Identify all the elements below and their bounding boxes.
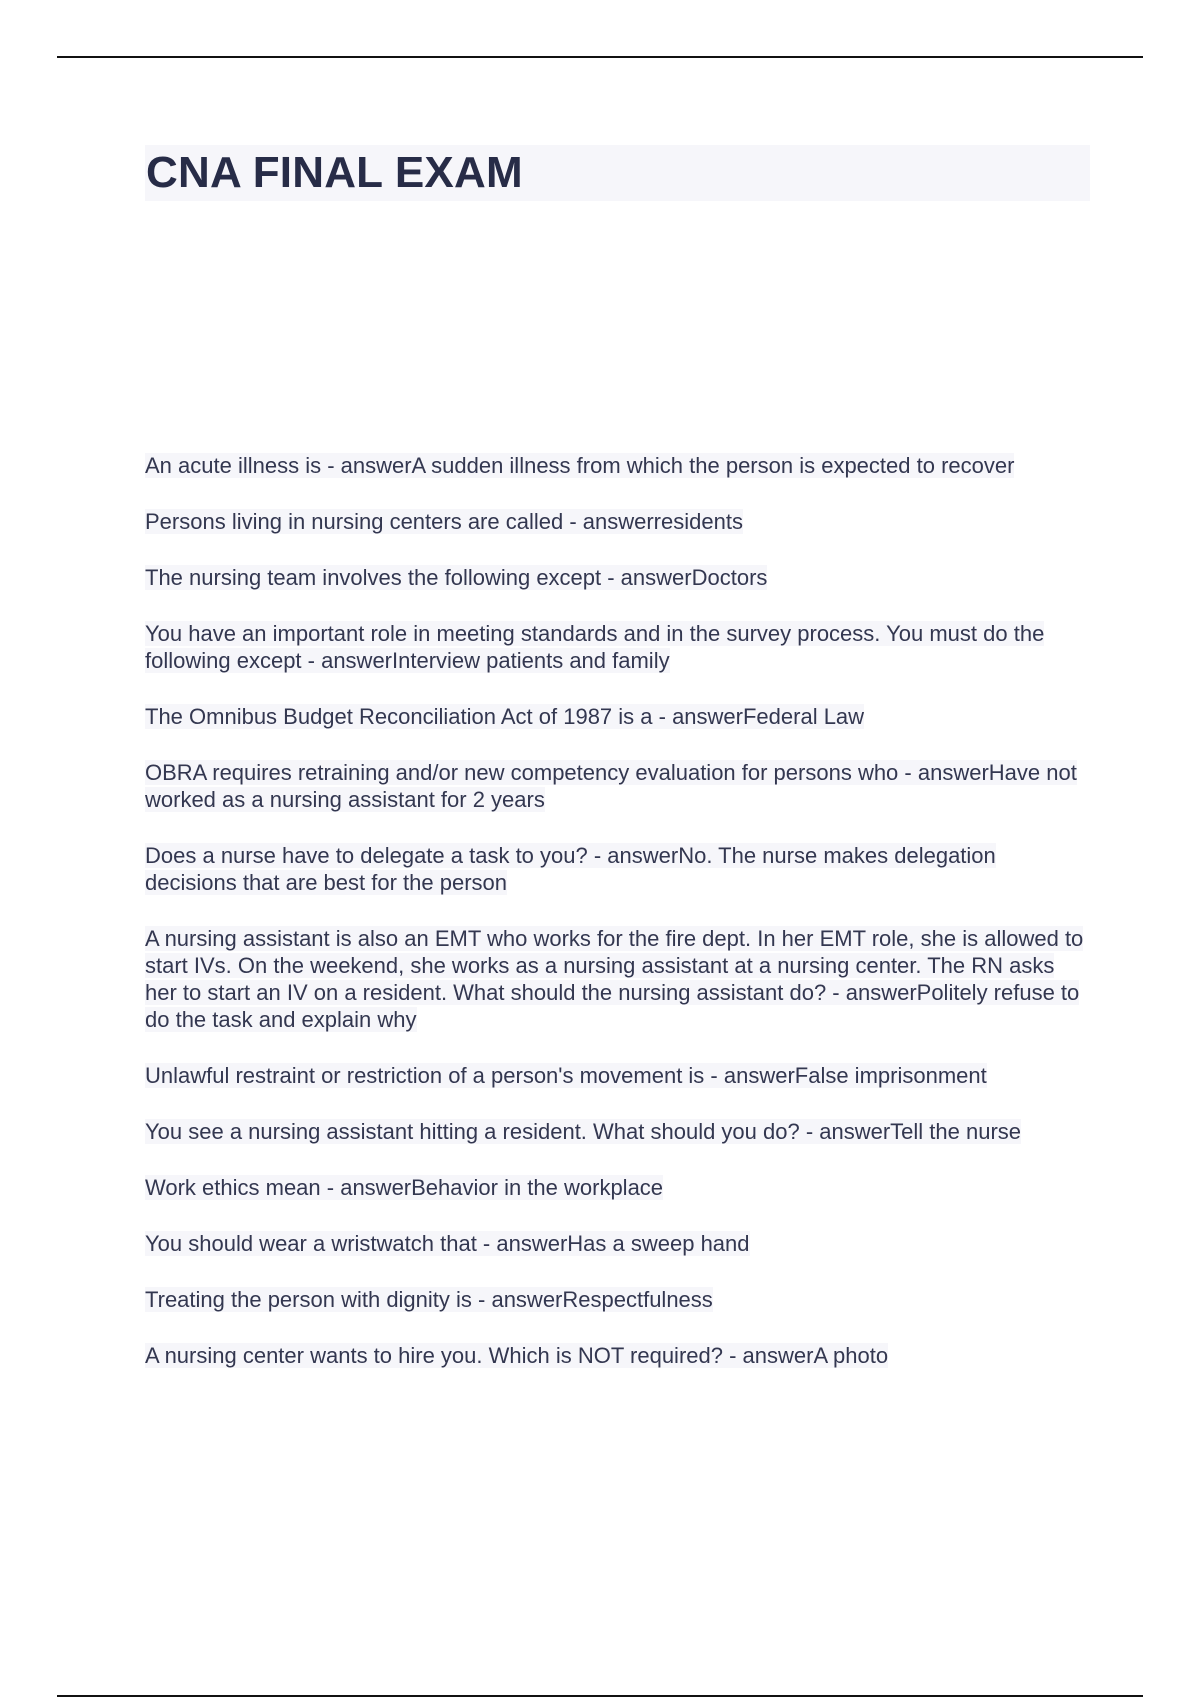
qa-text: You should wear a wristwatch that - answerHas a sweep hand bbox=[145, 1231, 750, 1256]
qa-text: Persons living in nursing centers are called - answerresidents bbox=[145, 509, 743, 534]
qa-text: The nursing team involves the following except - answerDoctors bbox=[145, 565, 768, 590]
qa-item bbox=[145, 703, 1090, 730]
qa-item bbox=[145, 925, 1090, 1033]
qa-item bbox=[145, 1062, 1090, 1089]
qa-item bbox=[145, 759, 1090, 813]
qa-text: A nursing assistant is also an EMT who works for the fire dept. In her EMT role, she is allowed to start IVs. On the weekend, she works as a nursing assistant at a nursing center. The RN asks her to start an IV on a resident. What should the nursing assistant do? - answerPolitely refuse to do the task and explain why bbox=[145, 926, 1084, 1032]
qa-item bbox=[145, 1286, 1090, 1313]
qa-text: A nursing center wants to hire you. Which is NOT required? - answerA photo bbox=[145, 1343, 889, 1368]
qa-item bbox=[145, 508, 1090, 535]
qa-text: Does a nurse have to delegate a task to you? - answerNo. The nurse makes delegation decisions that are best for the person bbox=[145, 843, 996, 895]
top-rule bbox=[57, 56, 1143, 58]
qa-text: You have an important role in meeting standards and in the survey process. You must do the following except - answerInterview patients and family bbox=[145, 621, 1045, 673]
qa-text: An acute illness is - answerA sudden illness from which the person is expected to recover bbox=[145, 453, 1015, 478]
qa-item bbox=[145, 842, 1090, 896]
qa-text: You see a nursing assistant hitting a resident. What should you do? - answerTell the nurse bbox=[145, 1119, 1022, 1144]
document-title: CNA FINAL EXAM bbox=[146, 148, 523, 197]
qa-item bbox=[145, 452, 1090, 479]
qa-item bbox=[145, 1230, 1090, 1257]
qa-text: Work ethics mean - answerBehavior in the workplace bbox=[145, 1175, 664, 1200]
qa-item bbox=[145, 1174, 1090, 1201]
qa-item bbox=[145, 1118, 1090, 1145]
qa-text: Unlawful restraint or restriction of a person's movement is - answerFalse imprisonment bbox=[145, 1063, 987, 1088]
qa-item bbox=[145, 1342, 1090, 1369]
qa-list bbox=[145, 452, 1090, 1398]
qa-item bbox=[145, 564, 1090, 591]
qa-text: Treating the person with dignity is - answerRespectfulness bbox=[145, 1287, 713, 1312]
qa-item bbox=[145, 620, 1090, 674]
qa-text: The Omnibus Budget Reconciliation Act of 1987 is a - answerFederal Law bbox=[145, 704, 865, 729]
bottom-rule bbox=[57, 1695, 1143, 1697]
qa-text: OBRA requires retraining and/or new competency evaluation for persons who - answerHave not worked as a nursing assistant for 2 years bbox=[145, 760, 1077, 812]
